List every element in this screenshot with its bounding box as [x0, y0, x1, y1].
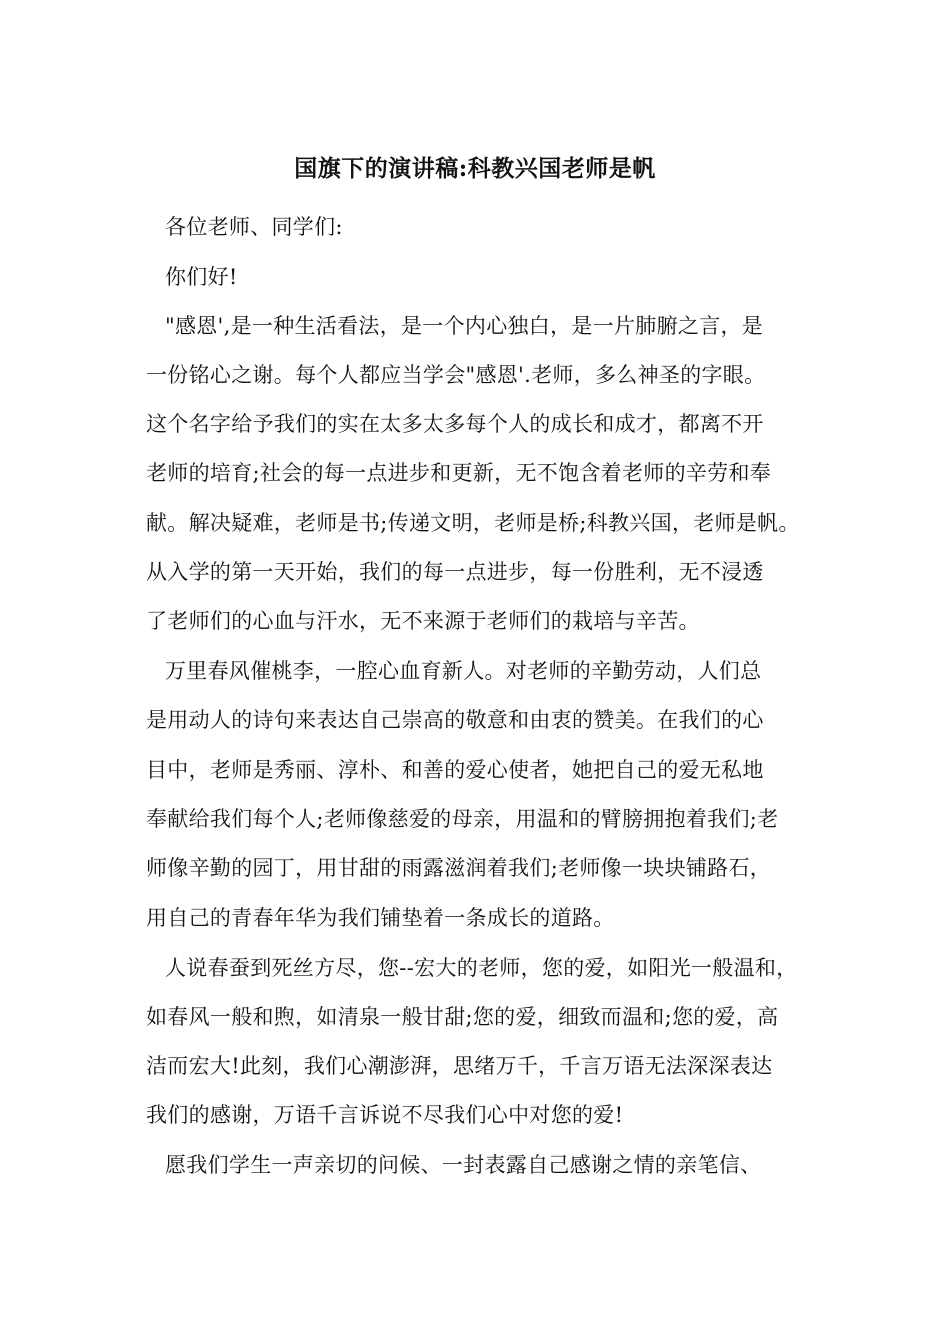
paragraph-line: 师像辛勤的园丁，用甘甜的雨露滋润着我们;老师像一块块铺路石，: [146, 856, 772, 880]
paragraph-line: 老师的培育;社会的每一点进步和更新，无不饱含着老师的辛劳和奉: [146, 461, 772, 485]
paragraph-line: 是用动人的诗句来表达自己崇高的敬意和由衷的赞美。在我们的心: [146, 708, 764, 732]
paragraph-line: "感恩',是一种生活看法，是一个内心独白，是一片肺腑之言，是: [165, 314, 764, 338]
paragraph-line: 愿我们学生一声亲切的问候、一封表露自己感谢之情的亲笔信、: [165, 1153, 762, 1177]
paragraph-line: 一份铭心之谢。每个人都应当学会"感恩'.老师，多么神圣的字眼。: [146, 363, 766, 387]
paragraph-line: 万里春风催桃李，一腔心血育新人。对老师的辛勤劳动，人们总: [165, 659, 762, 683]
paragraph-line: 献。解决疑难，老师是书;传递文明，老师是桥;科教兴国，老师是帆。: [146, 511, 800, 535]
salutation-line: 各位老师、同学们:: [165, 215, 343, 239]
paragraph-line: 目中，老师是秀丽、淳朴、和善的爱心使者，她把自己的爱无私地: [146, 758, 764, 782]
greeting-line: 你们好!: [165, 265, 238, 289]
paragraph-line: 奉献给我们每个人;老师像慈爱的母亲，用温和的臂膀拥抱着我们;老: [146, 807, 779, 831]
paragraph-line: 洁而宏大!此刻，我们心潮澎湃，思绪万千，千言万语无法深深表达: [146, 1054, 773, 1078]
paragraph-line: 从入学的第一天开始，我们的每一点进步，每一份胜利，无不浸透: [146, 560, 764, 584]
paragraph-line: 了老师们的心血与汗水，无不来源于老师们的栽培与辛苦。: [146, 609, 700, 633]
document-title: 国旗下的演讲稿:科教兴国老师是帆: [294, 155, 656, 182]
paragraph-line: 这个名字给予我们的实在太多太多每个人的成长和成才，都离不开: [146, 412, 764, 436]
paragraph-line: 用自己的青春年华为我们铺垫着一条成长的道路。: [146, 906, 615, 930]
paragraph-line: 如春风一般和煦，如清泉一般甘甜;您的爱，细致而温和;您的爱，高: [146, 1005, 779, 1029]
paragraph-line: 人说春蚕到死丝方尽，您--宏大的老师，您的爱，如阳光一般温和，: [165, 956, 798, 980]
paragraph-line: 我们的感谢，万语千言诉说不尽我们心中对您的爱!: [146, 1103, 624, 1127]
